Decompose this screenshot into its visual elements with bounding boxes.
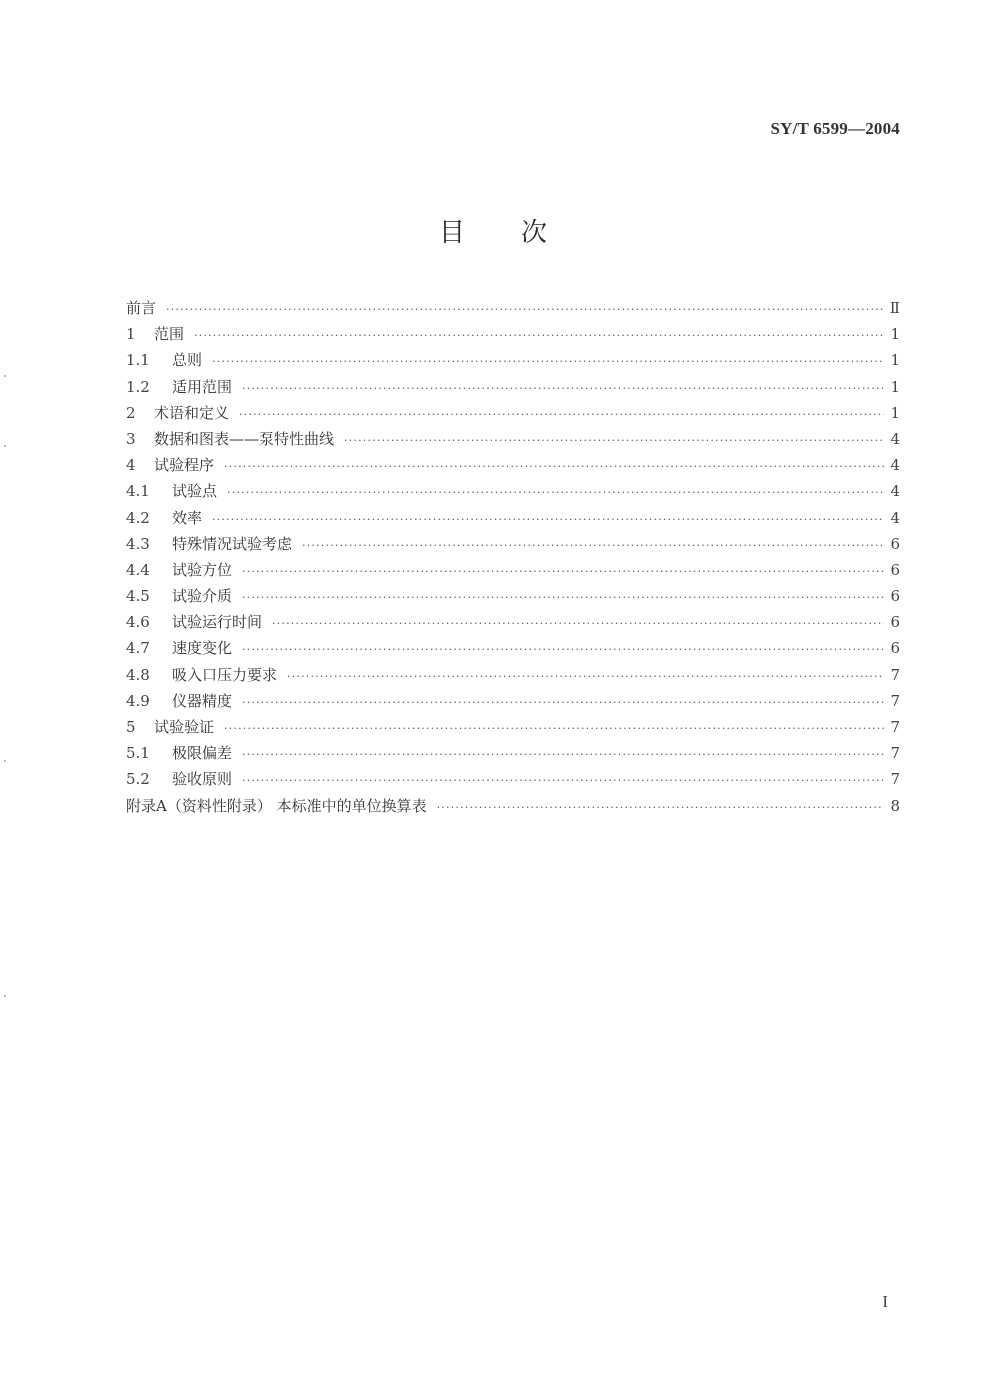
toc-entry-page: 1: [890, 325, 900, 344]
toc-entry-1[interactable]: [126, 321, 900, 347]
toc-entry-page: 6: [890, 534, 900, 553]
toc-leader-dots: [272, 611, 884, 637]
toc-leader-dots: [194, 323, 884, 349]
toc-leader-dots: [239, 402, 884, 428]
toc-entry-page: 4: [890, 508, 900, 527]
toc-entry-number: 5.2: [126, 770, 150, 789]
toc-entry-number: 4.7: [126, 639, 150, 658]
toc-leader-dots: [437, 795, 884, 821]
document-code: SY/T 6599—2004: [770, 119, 900, 138]
toc-entry-4-4[interactable]: [126, 557, 900, 583]
toc-leader-dots: [242, 585, 884, 611]
toc-entry-page: 1: [890, 351, 900, 370]
toc-entry-text: 吸入口压力要求: [172, 665, 278, 684]
toc-entry-number: 4.2: [126, 508, 150, 527]
toc-entry-text: 试验介质: [172, 587, 233, 606]
toc-entry-5-1[interactable]: [126, 740, 900, 766]
toc-title: 目次: [438, 218, 603, 248]
toc-entry-text: 效率: [172, 508, 203, 527]
scan-artifact: [4, 760, 6, 762]
toc-entry-5-2[interactable]: [126, 766, 900, 792]
toc-entry-text: 特殊情况试验考虑: [172, 534, 293, 553]
toc-entry-page: 6: [890, 560, 900, 579]
toc-entry-page: 1: [890, 403, 900, 422]
toc-leader-dots: [242, 376, 884, 402]
toc-leader-dots: [242, 690, 884, 716]
scan-artifact: [4, 445, 6, 447]
toc-entry-page: Ⅱ: [889, 299, 900, 317]
toc-entry-number: 2: [126, 403, 136, 422]
toc-entry-number: 4.4: [126, 560, 150, 579]
toc-entry-number: 1.2: [126, 377, 150, 396]
toc-entry-1-2[interactable]: [126, 374, 900, 400]
toc-entry-4-5[interactable]: [126, 583, 900, 609]
toc-entry-page: 6: [890, 587, 900, 606]
toc-entry-number: 4.8: [126, 665, 150, 684]
toc-entry-number: 4.5: [126, 587, 150, 606]
scan-artifact: [4, 375, 6, 377]
toc-entry-number: 4.3: [126, 534, 150, 553]
toc-leader-dots: [224, 454, 884, 480]
toc-leader-dots: [212, 507, 884, 533]
toc-entry-text: 适用范围: [172, 377, 233, 396]
toc-leader-dots: [166, 297, 884, 323]
toc-entry-number: 4.1: [126, 482, 150, 501]
toc-entry-number: 1.1: [126, 351, 150, 370]
toc-entry-page: 6: [890, 613, 900, 632]
toc-leader-dots: [227, 480, 884, 506]
toc-entry-4-7[interactable]: [126, 635, 900, 661]
toc-entry-text: 试验程序: [154, 456, 215, 475]
toc-entry-text: 极限偏差: [172, 744, 233, 763]
scan-artifact: [4, 995, 6, 997]
toc-entry-text: 术语和定义: [154, 403, 230, 422]
toc-leader-dots: [242, 637, 884, 663]
table-of-contents: [126, 295, 900, 819]
toc-entry-4[interactable]: [126, 452, 900, 478]
toc-entry-text: 附录A（资料性附录） 本标准中的单位换算表: [126, 796, 427, 815]
toc-entry-text: 总则: [172, 351, 203, 370]
toc-leader-dots: [224, 716, 884, 742]
toc-entry-page: 4: [890, 482, 900, 501]
toc-entry-number: 4.9: [126, 691, 150, 710]
toc-entry-text: 前言: [126, 299, 157, 317]
toc-entry-2[interactable]: [126, 400, 900, 426]
toc-entry-text: 速度变化: [172, 639, 233, 658]
toc-entry-page: 7: [890, 770, 900, 789]
page-number: I: [882, 1292, 888, 1311]
toc-entry-text: 范围: [154, 325, 185, 344]
toc-entry-number: 4.6: [126, 613, 150, 632]
toc-entry-number: 5: [126, 718, 136, 736]
toc-entry-page: 7: [890, 744, 900, 763]
toc-entry-text: 试验点: [172, 482, 218, 501]
toc-entry-appendix-a[interactable]: [126, 793, 900, 819]
toc-entry-number: 4: [126, 456, 136, 475]
toc-leader-dots: [242, 742, 884, 768]
toc-entry-3[interactable]: [126, 426, 900, 452]
toc-leader-dots: [212, 349, 884, 375]
toc-entry-4-2[interactable]: [126, 505, 900, 531]
toc-entry-number: 3: [126, 429, 136, 448]
toc-entry-number: 1: [126, 325, 136, 344]
toc-entry-number: 5.1: [126, 744, 150, 763]
toc-entry-page: 7: [890, 665, 900, 684]
toc-entry-page: 8: [890, 796, 900, 815]
toc-leader-dots: [287, 664, 884, 690]
toc-entry-4-9[interactable]: [126, 688, 900, 714]
toc-entry-4-3[interactable]: [126, 531, 900, 557]
toc-entry-page: 6: [890, 639, 900, 658]
toc-entry-page: 7: [890, 691, 900, 710]
toc-entry-page: 7: [890, 718, 900, 736]
toc-entry-5[interactable]: [126, 714, 900, 740]
toc-entry-page: 4: [890, 429, 900, 448]
toc-entry-text: 验收原则: [172, 770, 233, 789]
toc-leader-dots: [242, 559, 884, 585]
toc-leader-dots: [344, 428, 884, 454]
toc-leader-dots: [302, 533, 884, 559]
toc-entry-text: 试验验证: [154, 718, 215, 736]
toc-entry-4-8[interactable]: [126, 662, 900, 688]
toc-entry-page: 4: [890, 456, 900, 475]
toc-leader-dots: [242, 768, 884, 794]
toc-entry-text: 数据和图表——泵特性曲线: [154, 429, 335, 448]
toc-entry-text: 仪器精度: [172, 691, 233, 710]
toc-entry-4-6[interactable]: [126, 609, 900, 635]
toc-entry-4-1[interactable]: [126, 478, 900, 504]
toc-entry-page: 1: [890, 377, 900, 396]
toc-entry-1-1[interactable]: [126, 347, 900, 373]
toc-entry-text: 试验方位: [172, 560, 233, 579]
toc-entry-preface[interactable]: [126, 295, 900, 321]
toc-entry-text: 试验运行时间: [172, 613, 263, 632]
